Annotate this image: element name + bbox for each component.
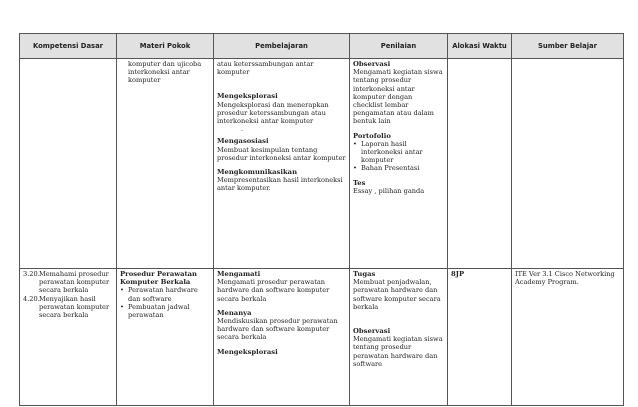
bullet-icon: •	[353, 164, 357, 173]
assessment-text: Essay , pilihan ganda	[353, 186, 425, 195]
step-text: Mempresentasikan hasil interkoneksi antar komputer.	[217, 176, 343, 193]
penilaian-cell	[350, 269, 448, 406]
header-sumber-belajar: Sumber Belajar	[512, 34, 624, 59]
materi-title: Prosedur Perawatan Komputer Berkala	[120, 270, 197, 287]
assessment-title: Portofolio	[353, 131, 391, 140]
assessment-text: Mengamati kegiatan siswa tentang prosedur perawatan hardware dan software	[353, 335, 443, 368]
step-text: Mengeksplorasi dan menerapkan prosedur keterssambungan atau interkoneksi antar komputer	[217, 100, 329, 126]
step-title: Mengasosiasi	[217, 137, 269, 146]
alokasi-cell: 8JP	[448, 269, 512, 406]
kd-item: 3.20. Memahami prosedur perawatan komputer secara berkala	[23, 270, 110, 295]
list-item: • Bahan Presentasi	[353, 164, 420, 173]
kd-cell	[20, 269, 117, 406]
step-dot: .	[241, 125, 244, 134]
header-alokasi-waktu: Alokasi Waktu	[448, 34, 512, 59]
assessment-title: Tes	[353, 178, 366, 187]
bullet-icon: •	[120, 302, 124, 311]
assessment-text: Mengamati kegiatan siswa tentang prosedur interkoneksi antar komputer dengan checklist lembar pengamatan atau dalam bentuk lain	[353, 68, 443, 126]
assessment-title: Tugas	[353, 270, 376, 278]
step-text: Mengamati prosedur perawatan hardware dan software komputer secara berkala	[217, 278, 330, 303]
step-title: Mengamati	[217, 270, 261, 278]
sumber-cell: ITE Ver 3.1 Cisco Networking Academy Program.	[512, 269, 624, 406]
assessment-text: Membuat penjadwalan, perawatan hardware dan software komputer secara berkala	[353, 278, 441, 311]
list-item: • Laporan hasil interkoneksi antar komputer	[353, 139, 423, 165]
kd-item: 4.20. Menyajikan hasil perawatan komputer secara berkala	[23, 294, 110, 320]
step-title: Mengeksplorasi	[217, 92, 278, 101]
header-row	[20, 34, 624, 59]
step-title: Mengkomunikasikan	[217, 168, 298, 177]
header-pembelajaran: Pembelajaran	[214, 34, 350, 59]
list-item: • Pembuatan jadwal perawatan	[120, 302, 190, 320]
pembelajaran-cell	[214, 269, 350, 406]
bullet-icon: •	[120, 286, 124, 295]
syllabus-table	[19, 33, 624, 406]
materi-cell	[117, 269, 214, 406]
assessment-title: Observasi	[353, 60, 391, 68]
pembelajaran-intro: atau keterssambungan antar komputer	[217, 60, 314, 77]
kd-cell	[20, 59, 117, 269]
step-text: Mendiskusikan prosedur perawatan hardware dan software komputer secara berkala	[217, 317, 338, 342]
assessment-title: Observasi	[353, 327, 391, 336]
bullet-icon: •	[353, 139, 357, 148]
header-materi-pokok: Materi Pokok	[117, 34, 214, 59]
step-title: Menanya	[217, 308, 252, 317]
header-penilaian: Penilaian	[350, 34, 448, 59]
list-item: • Perawatan hardware dan software	[120, 286, 198, 303]
alokasi-cell	[448, 59, 512, 269]
step-text: Membuat kesimpulan tentang prosedur interkoneksi antar komputer	[217, 145, 346, 162]
table-row	[20, 269, 624, 406]
penilaian-cell	[350, 59, 448, 269]
materi-cell	[117, 59, 214, 269]
materi-text: komputer dan ujicoba interkoneksi antar komputer	[128, 60, 202, 85]
step-title: Mengeksplorasi	[217, 347, 278, 356]
pembelajaran-cell	[214, 59, 350, 269]
table-row	[20, 59, 624, 269]
header-kompetensi-dasar: Kompetensi Dasar	[20, 34, 117, 59]
sumber-cell	[512, 59, 624, 269]
